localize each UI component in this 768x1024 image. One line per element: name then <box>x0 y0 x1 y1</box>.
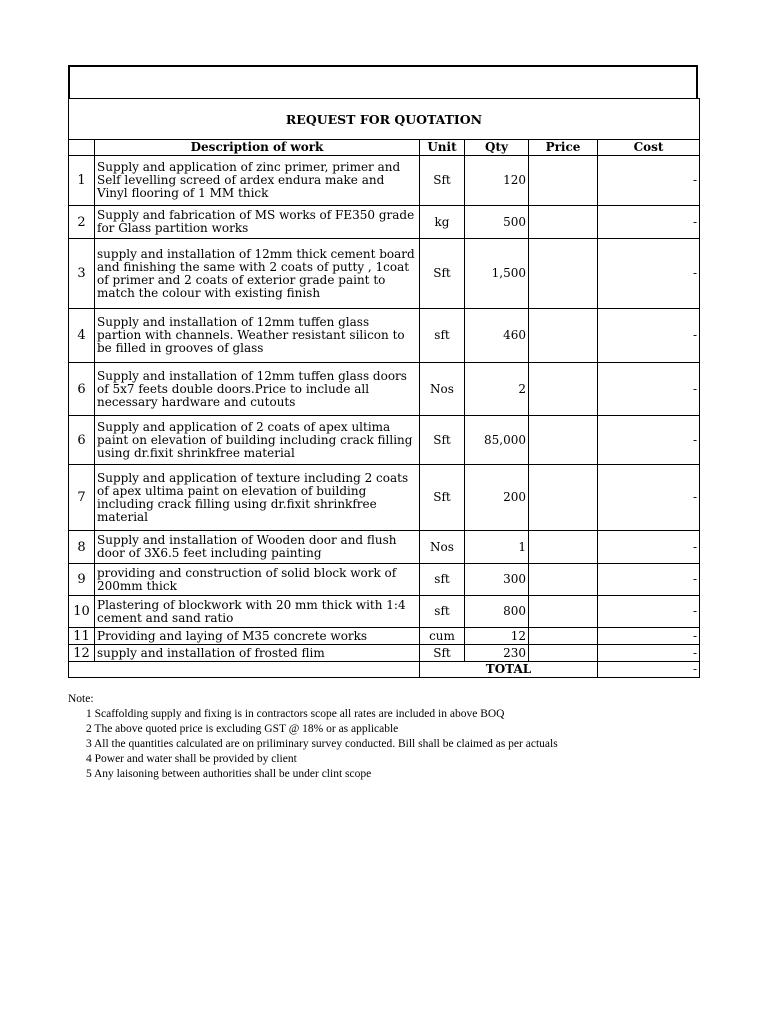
note-item: 5 Any laisoning between authorities shall be under clint scope <box>86 768 372 780</box>
row-qty: 120 <box>465 156 529 206</box>
row-cost: - <box>598 416 700 465</box>
row-qty: 12 <box>465 628 529 645</box>
header-sn <box>69 140 95 156</box>
row-cost: - <box>598 309 700 363</box>
note-item: 1 Scaffolding supply and fixing is in contractors scope all rates are included in above BOQ <box>86 708 505 720</box>
row-number: 3 <box>69 239 95 309</box>
row-number: 8 <box>69 531 95 564</box>
row-cost: - <box>598 628 700 645</box>
row-price <box>529 309 598 363</box>
row-price <box>529 363 598 416</box>
row-cost: - <box>598 206 700 239</box>
table-row <box>69 206 700 239</box>
table-row <box>69 156 700 206</box>
table-header-row <box>69 140 700 156</box>
row-qty: 2 <box>465 363 529 416</box>
table-row <box>69 465 700 531</box>
row-qty: 500 <box>465 206 529 239</box>
notes-section <box>68 692 708 782</box>
table-row <box>69 564 700 596</box>
row-description: supply and installation of 12mm thick cement board and finishing the same with 2 coats of putty , 1coat of primer and 2 coats of exterior grade paint to match the colour with existing finish <box>95 239 420 309</box>
row-description: providing and construction of solid block work of 200mm thick <box>95 564 420 596</box>
row-qty: 1,500 <box>465 239 529 309</box>
row-cost: - <box>598 363 700 416</box>
table-row <box>69 416 700 465</box>
row-unit: Sft <box>420 465 465 531</box>
page-title: REQUEST FOR QUOTATION <box>69 99 700 140</box>
row-unit: kg <box>420 206 465 239</box>
table-row <box>69 628 700 645</box>
row-description: Supply and installation of 12mm tuffen glass partion with channels. Weather resistant silicon to be filled in grooves of glass <box>95 309 420 363</box>
row-price <box>529 564 598 596</box>
table-row <box>69 645 700 662</box>
row-price <box>529 465 598 531</box>
row-number: 9 <box>69 564 95 596</box>
row-qty: 1 <box>465 531 529 564</box>
row-unit: sft <box>420 309 465 363</box>
row-cost: - <box>598 564 700 596</box>
note-item: 4 Power and water shall be provided by client <box>86 753 297 765</box>
row-unit: Nos <box>420 363 465 416</box>
row-description: Providing and laying of M35 concrete works <box>95 628 420 645</box>
table-row <box>69 309 700 363</box>
row-number: 6 <box>69 363 95 416</box>
row-price <box>529 416 598 465</box>
table-row <box>69 363 700 416</box>
row-number: 7 <box>69 465 95 531</box>
row-description: Supply and fabrication of MS works of FE350 grade for Glass partition works <box>95 206 420 239</box>
total-label: TOTAL <box>420 662 598 678</box>
table-row <box>69 596 700 628</box>
row-description: Supply and installation of 12mm tuffen glass doors of 5x7 feets double doors.Price to include all necessary hardware and cutouts <box>95 363 420 416</box>
total-row <box>69 662 700 678</box>
row-unit: sft <box>420 564 465 596</box>
note-item: 3 All the quantities calculated are on priliminary survey conducted. Bill shall be claimed as per actuals <box>86 738 558 750</box>
table-row <box>69 239 700 309</box>
row-unit: Nos <box>420 531 465 564</box>
row-number: 4 <box>69 309 95 363</box>
row-unit: cum <box>420 628 465 645</box>
row-qty: 85,000 <box>465 416 529 465</box>
row-qty: 230 <box>465 645 529 662</box>
row-cost: - <box>598 531 700 564</box>
row-qty: 460 <box>465 309 529 363</box>
row-price <box>529 645 598 662</box>
row-unit: Sft <box>420 156 465 206</box>
quotation-table <box>68 98 700 678</box>
total-blank <box>95 662 420 678</box>
row-unit: Sft <box>420 416 465 465</box>
row-cost: - <box>598 645 700 662</box>
row-description: Supply and application of texture including 2 coats of apex ultima paint on elevation of building including crack filling using dr.fixit shrinkfree material <box>95 465 420 531</box>
total-blank <box>69 662 95 678</box>
row-description: Plastering of blockwork with 20 mm thick with 1:4 cement and sand ratio <box>95 596 420 628</box>
header-price: Price <box>529 140 598 156</box>
row-price <box>529 206 598 239</box>
header-unit: Unit <box>420 140 465 156</box>
row-unit: Sft <box>420 239 465 309</box>
row-qty: 300 <box>465 564 529 596</box>
row-description: supply and installation of frosted flim <box>95 645 420 662</box>
row-price <box>529 596 598 628</box>
header-cost: Cost <box>598 140 700 156</box>
row-unit: Sft <box>420 645 465 662</box>
row-unit: sft <box>420 596 465 628</box>
row-cost: - <box>598 465 700 531</box>
table-row <box>69 531 700 564</box>
note-item: 2 The above quoted price is excluding GST @ 18% or as applicable <box>86 723 399 735</box>
row-number: 12 <box>69 645 95 662</box>
row-number: 2 <box>69 206 95 239</box>
row-number: 11 <box>69 628 95 645</box>
row-price <box>529 239 598 309</box>
row-description: Supply and installation of Wooden door and flush door of 3X6.5 feet including painting <box>95 531 420 564</box>
header-box <box>68 65 698 98</box>
row-price <box>529 156 598 206</box>
row-price <box>529 628 598 645</box>
row-cost: - <box>598 239 700 309</box>
row-cost: - <box>598 156 700 206</box>
row-qty: 200 <box>465 465 529 531</box>
row-description: Supply and application of 2 coats of apex ultima paint on elevation of building including crack filling using dr.fixit shrinkfree material <box>95 416 420 465</box>
row-number: 1 <box>69 156 95 206</box>
row-number: 10 <box>69 596 95 628</box>
row-number: 6 <box>69 416 95 465</box>
notes-list <box>68 707 708 782</box>
notes-heading: Note: <box>68 693 94 705</box>
row-cost: - <box>598 596 700 628</box>
row-qty: 800 <box>465 596 529 628</box>
total-cost: - <box>598 662 700 678</box>
header-qty: Qty <box>465 140 529 156</box>
row-price <box>529 531 598 564</box>
row-description: Supply and application of zinc primer, primer and Self levelling screed of ardex endura make and Vinyl flooring of 1 MM thick <box>95 156 420 206</box>
header-description: Description of work <box>95 140 420 156</box>
